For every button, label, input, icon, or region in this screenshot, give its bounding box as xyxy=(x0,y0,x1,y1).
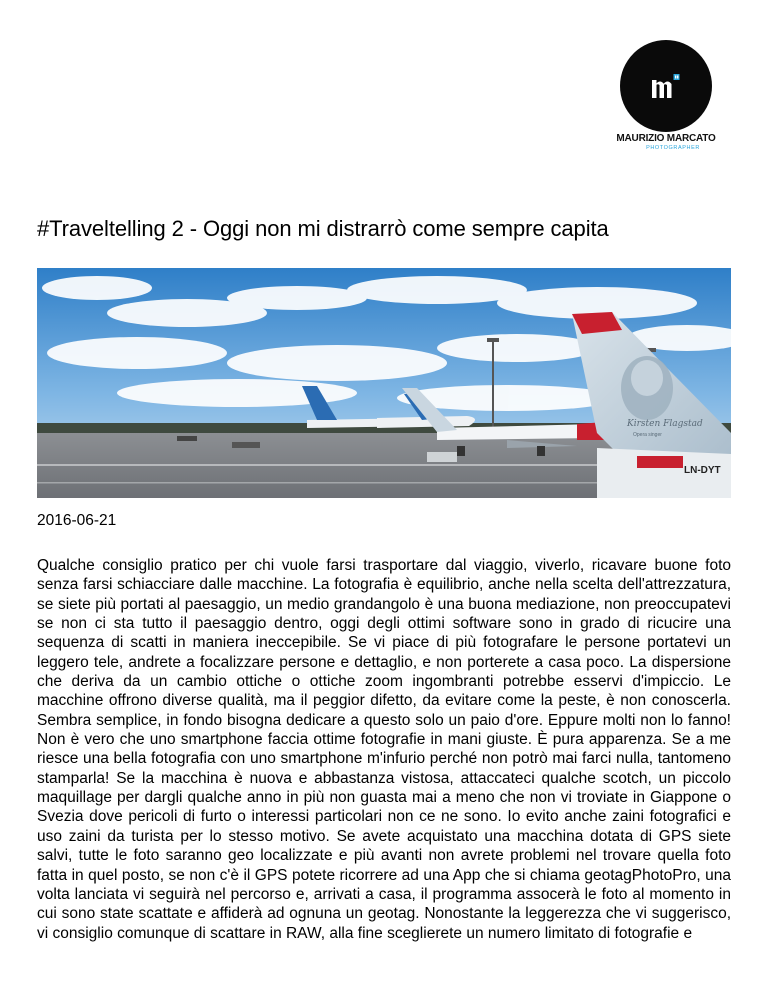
m-monogram-logo-icon xyxy=(651,72,683,100)
hero-image-airport-planes xyxy=(37,268,731,498)
article-date: 2016-06-21 xyxy=(37,512,117,529)
tail-registration: LN-DYT xyxy=(684,465,721,476)
logo-circle xyxy=(620,40,712,132)
article-body: Qualche consiglio pratico per chi vuole farsi trasportare dal viaggio, viverlo, ricavare buone foto senza farsi schiacciare dalle macchine. La fotografia è equilibrio, anche nella scelta dell'attrezzatura, se siete più portati al paesaggio, un medio grandangolo è una buona mediazione, non preoccupatevi se non ci sta tutto il paesaggio dentro, oggi degli ottimi software sono in grado di ricucire una sequenza di scatti in maniera ineccepibile. Se vi piace di più fotografare le persone portatevi un leggero tele, andrete a focalizzare persone e dettaglio, e non porterete a casa poco. La dispersione che deriva da un cambio ottiche o ottiche zoom ingombranti potrebbe esservi d'impiccio. Le macchine offrono diverse qualità, ma il peggior difetto, da evitare come la peste, è non conoscerla. Sembra semplice, in fondo bisogna dedicare a questo solo un paio d'ore. Eppure molti non lo fanno! Non è vero che uno smartphone faccia ottime fotografie in mani giuste. È pura apparenza. Se a me riesce una bella fotografia con uno smartphone m'infurio perché non potrò mai farci nulla, tantomeno stamparla! Se la macchina è nuova e abbastanza vistosa, attaccateci qualche scotch, un piccolo maquillage per dargli qualche anno in più non guasta mai a meno che non vi troviate in Giappone o Svezia dove pericoli di furto o interessi particolari non ce ne sono. Io evito anche zaini fotografici e uso zaini da turista per lo stesso motivo. Se avete acquistato una macchina dotata di GPS siete salvi, tutte le foto saranno geo localizzate e più avanti non avrete problemi nel trovare quella foto fatta in quel posto, se non c'è il GPS potete ricorrere ad una App che si chiama geotagPhotoPro, una volta lanciata vi seguirà nel percorso e, arrivati a casa, il programma assocerà le foto al momento in cui sono state scattate e affiderà ad ognuna un geotag. Nonostante la leggerezza che vi suggerisco, vi consiglio comunque di scattare in RAW, alla fine sceglierete un numero limitato di fotografie e xyxy=(37,557,731,942)
tail-caption: Opera singer xyxy=(633,432,662,438)
logo-name: MAURIZIO MARCATO xyxy=(616,133,716,144)
site-logo[interactable] xyxy=(598,40,728,160)
article-title: #Traveltelling 2 - Oggi non mi distrarrò come sempre capita xyxy=(37,216,609,241)
logo-subtitle: PHOTOGRAPHER xyxy=(646,145,700,151)
tail-signature: Kirsten Flagstad xyxy=(627,419,703,429)
